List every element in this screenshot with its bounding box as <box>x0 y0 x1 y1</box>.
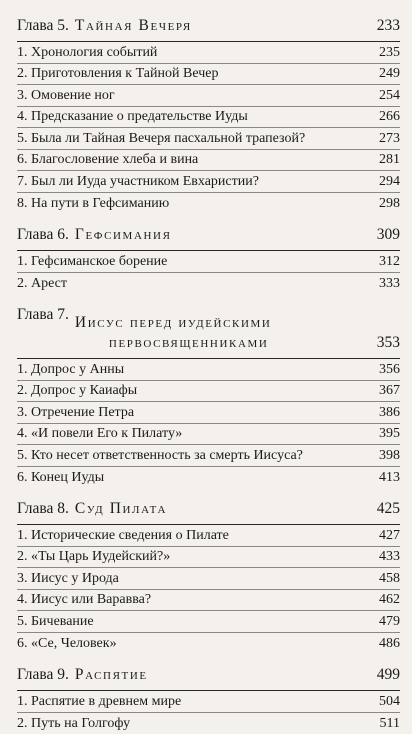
chapter-7 <box>17 305 400 488</box>
entry-page: 333 <box>373 274 400 294</box>
entry-list <box>17 359 400 488</box>
toc-entry[interactable] <box>17 691 400 713</box>
entry-list <box>17 42 400 214</box>
entry-page: 254 <box>373 86 400 106</box>
entry-title: 8. На пути в Гефсиманию <box>17 194 169 214</box>
toc-entry[interactable] <box>17 611 400 633</box>
entry-page: 294 <box>373 172 400 192</box>
entry-title: 3. Иисус у Ирода <box>17 569 119 589</box>
toc-entry[interactable] <box>17 107 400 129</box>
toc-entry[interactable] <box>17 359 400 381</box>
toc-entry[interactable] <box>17 445 400 467</box>
entry-title: 5. Была ли Тайная Вечеря пасхальной трапезой? <box>17 129 305 149</box>
chapter-heading <box>17 225 400 250</box>
chapter-title-text: Суд Пилата <box>75 500 167 517</box>
entry-title: 2. Допрос у Каиафы <box>17 381 137 401</box>
entry-title: 2. Арест <box>17 274 67 294</box>
chapter-title <box>69 499 167 519</box>
entry-title: 6. Конец Иуды <box>17 468 104 488</box>
chapter-page: 353 <box>369 333 400 353</box>
chapter-label: Глава 6. <box>17 225 69 245</box>
toc-entry[interactable] <box>17 467 400 489</box>
entry-title: 1. Допрос у Анны <box>17 360 124 380</box>
toc-entry[interactable] <box>17 150 400 172</box>
entry-title: 6. Благословение хлеба и вина <box>17 150 198 170</box>
toc-entry[interactable] <box>17 171 400 193</box>
entry-page: 249 <box>373 64 400 84</box>
chapter-5 <box>17 12 400 214</box>
entry-title: 3. Отречение Петра <box>17 403 134 423</box>
chapter-page: 425 <box>369 499 400 519</box>
entry-page: 367 <box>373 381 400 401</box>
entry-page: 273 <box>373 129 400 149</box>
entry-title: 4. Предсказание о предательстве Иуды <box>17 107 248 127</box>
entry-page: 486 <box>373 634 400 654</box>
chapter-heading <box>17 499 400 524</box>
entry-page: 395 <box>373 424 400 444</box>
entry-title: 5. Бичевание <box>17 612 94 632</box>
entry-page: 281 <box>373 150 400 170</box>
entry-page: 504 <box>373 692 400 712</box>
chapter-label: Глава 7. <box>17 305 69 325</box>
entry-title: 1. Распятие в древнем мире <box>17 692 181 712</box>
chapter-title-text: Тайная Вечеря <box>75 17 192 34</box>
entry-list <box>17 251 400 294</box>
toc-entry[interactable] <box>17 273 400 295</box>
toc-entry[interactable] <box>17 251 400 273</box>
chapter-title <box>69 16 192 36</box>
toc-entry[interactable] <box>17 568 400 590</box>
toc-entry[interactable] <box>17 42 400 64</box>
chapter-gap <box>17 214 400 225</box>
chapter-title-text: Распятие <box>75 666 148 683</box>
entry-page: 386 <box>373 403 400 423</box>
chapter-title <box>69 225 172 245</box>
entry-page: 413 <box>373 468 400 488</box>
toc-entry[interactable] <box>17 525 400 547</box>
entry-title: 5. Кто несет ответственность за смерть Иисуса? <box>17 446 303 466</box>
chapter-label: Глава 5. <box>17 16 69 36</box>
chapter-gap <box>17 654 400 665</box>
toc-entry[interactable] <box>17 128 400 150</box>
chapter-label: Глава 9. <box>17 665 69 685</box>
entry-page: 479 <box>373 612 400 632</box>
chapter-title <box>69 313 369 353</box>
chapter-title-line-2: первосвященниками <box>75 333 369 353</box>
entry-title: 1. Хронология событий <box>17 43 157 63</box>
entry-page: 298 <box>373 194 400 214</box>
chapter-heading <box>17 665 400 690</box>
toc-entry[interactable] <box>17 381 400 403</box>
entry-page: 312 <box>373 252 400 272</box>
entry-title: 1. Гефсиманское борение <box>17 252 167 272</box>
toc-entry[interactable] <box>17 590 400 612</box>
toc-entry[interactable] <box>17 713 400 734</box>
chapter-page: 233 <box>369 16 400 36</box>
toc-entry[interactable] <box>17 547 400 569</box>
toc-entry[interactable] <box>17 85 400 107</box>
chapter-heading <box>17 305 400 358</box>
chapter-page: 499 <box>369 665 400 685</box>
entry-page: 398 <box>373 446 400 466</box>
toc-entry[interactable] <box>17 402 400 424</box>
entry-title: 4. Иисус или Варавва? <box>17 590 151 610</box>
entry-page: 235 <box>373 43 400 63</box>
entry-page: 458 <box>373 569 400 589</box>
chapter-gap <box>17 488 400 499</box>
entry-page: 462 <box>373 590 400 610</box>
chapter-title-line-1: Иисус перед иудейскими <box>75 313 369 333</box>
toc-entry[interactable] <box>17 424 400 446</box>
entry-title: 4. «И повели Его к Пилату» <box>17 424 182 444</box>
entry-page: 356 <box>373 360 400 380</box>
entry-title: 7. Был ли Иуда участником Евхаристии? <box>17 172 259 192</box>
entry-title: 6. «Се, Человек» <box>17 634 117 654</box>
chapter-title <box>69 665 148 685</box>
chapter-6 <box>17 225 400 294</box>
entry-title: 3. Омовение ног <box>17 86 115 106</box>
chapter-label: Глава 8. <box>17 499 69 519</box>
chapter-page: 309 <box>369 225 400 245</box>
chapter-title-text: Гефсимания <box>75 226 172 243</box>
entry-list <box>17 691 400 734</box>
chapter-8 <box>17 499 400 654</box>
entry-page: 433 <box>373 547 400 567</box>
entry-title: 2. Путь на Голгофу <box>17 714 130 734</box>
toc-entry[interactable] <box>17 193 400 215</box>
chapter-gap <box>17 294 400 305</box>
toc-entry[interactable] <box>17 64 400 86</box>
entry-title: 2. Приготовления к Тайной Вечер <box>17 64 218 84</box>
entry-title: 1. Исторические сведения о Пилате <box>17 526 229 546</box>
toc-entry[interactable] <box>17 633 400 655</box>
entry-list <box>17 525 400 654</box>
entry-page: 266 <box>373 107 400 127</box>
entry-title: 2. «Ты Царь Иудейский?» <box>17 547 170 567</box>
chapter-heading <box>17 12 400 41</box>
entry-page: 511 <box>374 714 400 734</box>
entry-page: 427 <box>373 526 400 546</box>
